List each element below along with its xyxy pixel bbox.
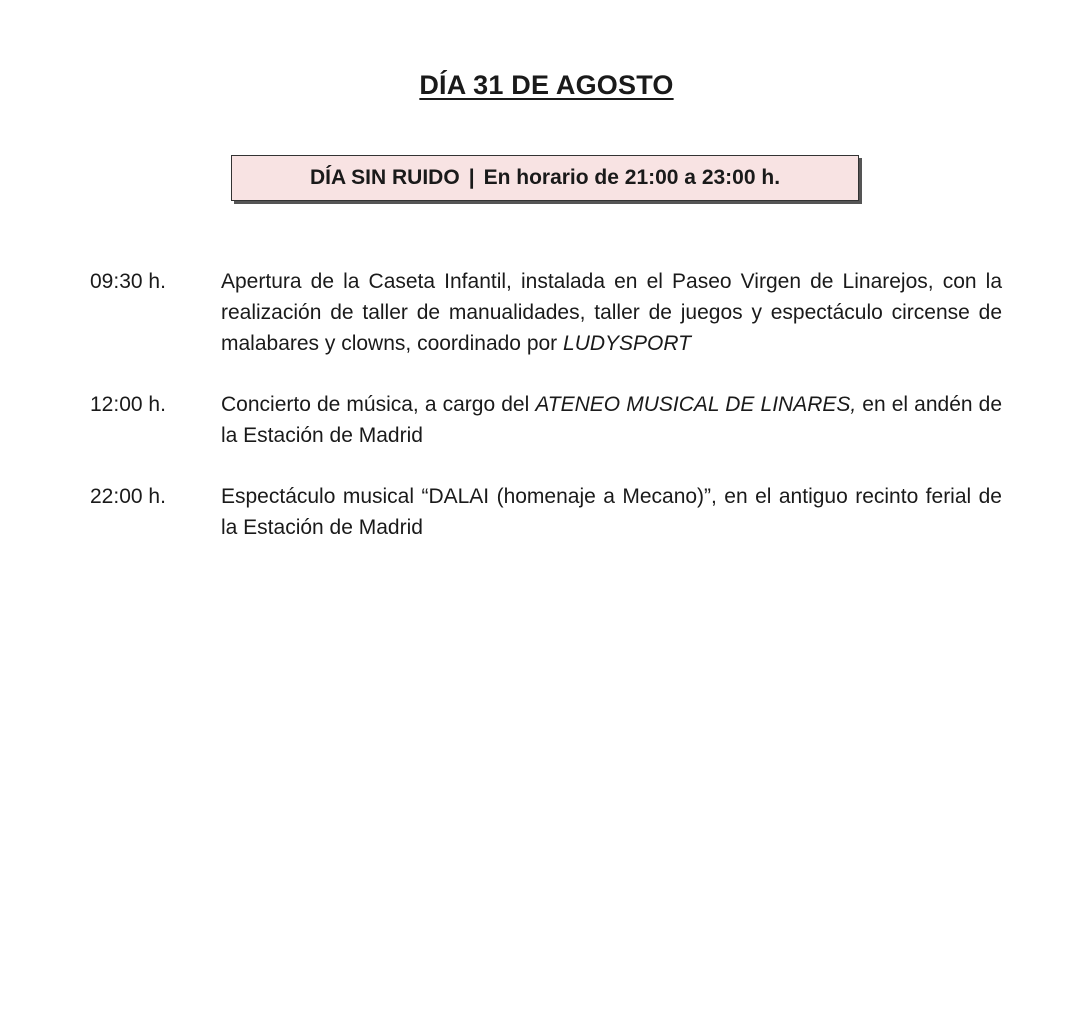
notice-separator: | — [468, 166, 475, 189]
event-description — [221, 481, 1002, 543]
notice-schedule: En horario de 21:00 a 23:00 h. — [483, 166, 781, 189]
page-title: DÍA 31 DE AGOSTO — [419, 70, 674, 100]
event-text: Espectáculo musical “DALAI (homenaje a Mecano)”, en el antiguo recinto ferial de la Estación de Madrid — [221, 485, 1002, 539]
event-item — [90, 266, 1002, 359]
event-description — [221, 389, 1002, 451]
event-time: 12:00 h. — [90, 393, 166, 416]
event-list — [90, 266, 1002, 573]
event-time: 22:00 h. — [90, 485, 166, 508]
event-text-end: en el andén de la Estación de Madrid — [221, 393, 1003, 447]
event-text: Apertura de la Caseta Infantil, instalada en el Paseo Virgen de Linarejos, con la realización de taller de manualidades, taller de juegos y espectáculo circense de malabares y clowns, coordinado por — [221, 270, 1002, 355]
event-description — [221, 266, 1002, 359]
event-organizer: LUDYSPORT — [563, 332, 691, 355]
event-time: 09:30 h. — [90, 270, 166, 293]
event-text: Concierto de música, a cargo del — [221, 393, 536, 416]
event-item — [90, 389, 1002, 451]
notice-label: DÍA SIN RUIDO — [309, 166, 460, 189]
quiet-day-notice — [231, 155, 859, 201]
event-item — [90, 481, 1002, 543]
event-organizer: ATENEO MUSICAL DE LINARES, — [535, 393, 857, 416]
